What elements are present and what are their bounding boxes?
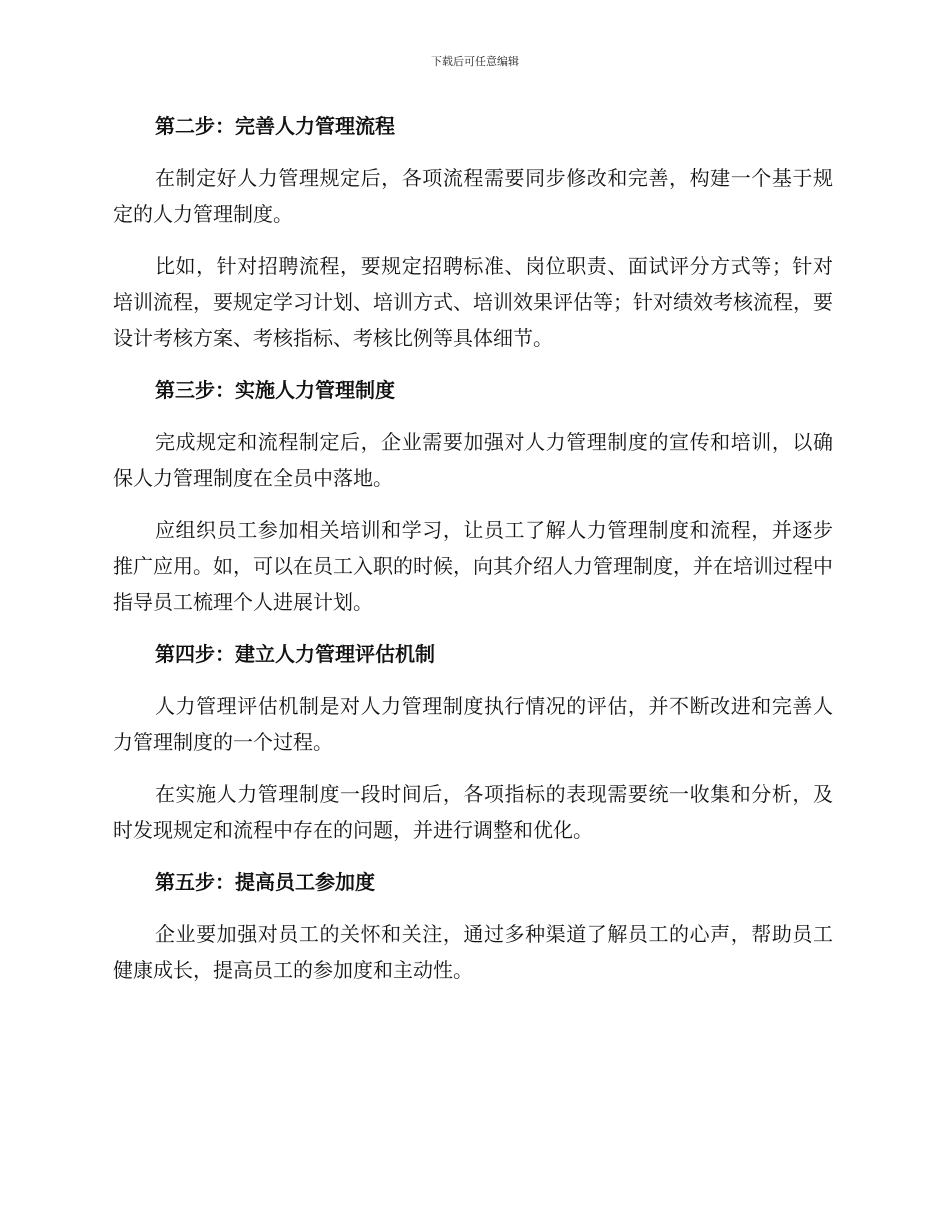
paragraph: 在制定好人力管理规定后，各项流程需要同步修改和完善，构建一个基于规定的人力管理制度。 — [113, 166, 833, 226]
section-step-2 — [113, 108, 833, 356]
paragraph: 应组织员工参加相关培训和学习，让员工了解人力管理制度和流程，并逐步推广应用。如，可以在员工入职的时候，向其介绍人力管理制度，并在培训过程中指导员工梳理个人进展计划。 — [113, 518, 833, 614]
document-body — [113, 108, 833, 988]
section-step-3 — [113, 372, 833, 620]
paragraph: 比如，针对招聘流程，要规定招聘标准、岗位职责、面试评分方式等；针对培训流程，要规定学习计划、培训方式、培训效果评估等；针对绩效考核流程，要设计考核方案、考核指标、考核比例等具体细节。 — [113, 254, 833, 350]
page-header-note: 下载后可任意编辑 — [431, 55, 519, 68]
section-heading: 第三步：实施人力管理制度 — [155, 378, 395, 402]
section-step-5 — [113, 864, 833, 988]
paragraph: 人力管理评估机制是对人力管理制度执行情况的评估，并不断改进和完善人力管理制度的一个过程。 — [113, 694, 833, 754]
section-step-4 — [113, 636, 833, 848]
section-heading: 第五步：提高员工参加度 — [155, 870, 375, 894]
section-heading: 第二步：完善人力管理流程 — [155, 114, 395, 138]
paragraph: 企业要加强对员工的关怀和关注，通过多种渠道了解员工的心声，帮助员工健康成长，提高员工的参加度和主动性。 — [113, 922, 833, 982]
paragraph: 在实施人力管理制度一段时间后，各项指标的表现需要统一收集和分析，及时发现规定和流程中存在的问题，并进行调整和优化。 — [113, 782, 833, 842]
paragraph: 完成规定和流程制定后，企业需要加强对人力管理制度的宣传和培训，以确保人力管理制度在全员中落地。 — [113, 430, 833, 490]
section-heading: 第四步：建立人力管理评估机制 — [155, 642, 435, 666]
